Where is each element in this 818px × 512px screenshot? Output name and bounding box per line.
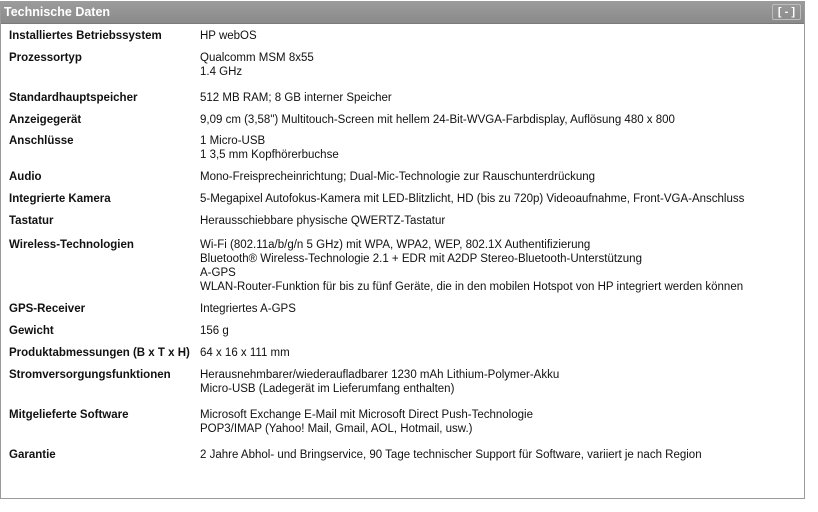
spec-label: Anzeigegerät xyxy=(9,114,82,126)
spec-value-line: 64 x 16 x 111 mm xyxy=(200,347,290,359)
spec-label: Anschlüsse xyxy=(9,135,74,147)
spec-value xyxy=(200,396,806,436)
spec-value-line: Wi-Fi (802.11a/b/g/n 5 GHz) mit WPA, WPA2, WEP, 802.1X Authentifizierung xyxy=(200,239,591,251)
spec-row xyxy=(1,436,806,462)
spec-value-line: Integriertes A-GPS xyxy=(200,303,296,315)
section-title: Technische Daten xyxy=(4,5,111,19)
spec-value-line: Micro-USB (Ladegerät im Lieferumfang enthalten) xyxy=(200,383,455,395)
spec-value xyxy=(200,127,806,162)
spec-row xyxy=(1,184,806,206)
spec-label: Stromversorgungsfunktionen xyxy=(9,369,171,381)
spec-value-line: A-GPS xyxy=(200,267,236,279)
spec-label: Wireless-Technologien xyxy=(9,239,134,251)
spec-label: Mitgelieferte Software xyxy=(9,409,129,421)
spec-value-line: HP webOS xyxy=(200,30,257,42)
spec-value-line: 1 Micro-USB xyxy=(200,135,266,147)
spec-row xyxy=(1,43,806,79)
spec-row xyxy=(1,316,806,338)
spec-value-line: Bluetooth® Wireless-Technologie 2.1 + EDR mit A2DP Stereo-Bluetooth-Unterstützung xyxy=(200,253,642,265)
spec-label: Integrierte Kamera xyxy=(9,193,111,205)
spec-value-line: Microsoft Exchange E-Mail mit Microsoft Direct Push-Technologie xyxy=(200,409,533,421)
spec-value-line: WLAN-Router-Funktion für bis zu fünf Geräte, die in den mobilen Hotspot von HP integriert werden können xyxy=(200,281,744,293)
spec-value-line: 512 MB RAM; 8 GB interner Speicher xyxy=(200,92,392,104)
spec-value xyxy=(200,360,806,396)
spec-value xyxy=(200,316,806,338)
spec-label: Installiertes Betriebssystem xyxy=(9,30,162,42)
spec-value-line: Mono-Freisprecheinrichtung; Dual-Mic-Technologie zur Rauschunterdrückung xyxy=(200,171,596,183)
spec-value xyxy=(200,338,806,360)
spec-row xyxy=(1,228,806,294)
spec-label: Tastatur xyxy=(9,215,54,227)
spec-panel xyxy=(0,1,805,499)
spec-value xyxy=(200,162,806,184)
spec-table xyxy=(1,27,806,462)
spec-label: Standardhauptspeicher xyxy=(9,92,138,104)
spec-label: Produktabmessungen (B x T x H) xyxy=(9,347,190,359)
spec-value xyxy=(200,27,806,43)
spec-value xyxy=(200,79,806,105)
spec-value-line: 1 3,5 mm Kopfhörerbuchse xyxy=(200,149,339,161)
spec-row xyxy=(1,360,806,396)
spec-label: GPS-Receiver xyxy=(9,303,86,315)
spec-label: Prozessortyp xyxy=(9,52,82,64)
collapse-toggle-button[interactable]: [ - ] xyxy=(772,4,801,20)
spec-row xyxy=(1,294,806,316)
spec-label: Gewicht xyxy=(9,325,54,337)
spec-value xyxy=(200,228,806,294)
spec-value xyxy=(200,184,806,206)
section-header xyxy=(1,1,804,24)
spec-value-line: 1.4 GHz xyxy=(200,66,243,78)
spec-label: Audio xyxy=(9,171,42,183)
spec-row xyxy=(1,338,806,360)
spec-value xyxy=(200,206,806,228)
spec-value-line: Herausschiebbare physische QWERTZ-Tastatur xyxy=(200,215,446,227)
spec-row xyxy=(1,162,806,184)
spec-value xyxy=(200,43,806,79)
spec-value xyxy=(200,294,806,316)
spec-value-line: Herausnehmbarer/wiederaufladbarer 1230 mAh Lithium-Polymer-Akku xyxy=(200,369,560,381)
spec-value-line: 5-Megapixel Autofokus-Kamera mit LED-Blitzlicht, HD (bis zu 720p) Videoaufnahme, Front-VGA-Anschluss xyxy=(200,193,745,205)
spec-value-line: POP3/IMAP (Yahoo! Mail, Gmail, AOL, Hotmail, usw.) xyxy=(200,423,473,435)
spec-value-line: 9,09 cm (3,58") Multitouch-Screen mit hellem 24-Bit-WVGA-Farbdisplay, Auflösung 480 x 800 xyxy=(200,114,675,126)
spec-row xyxy=(1,396,806,436)
spec-row xyxy=(1,79,806,105)
spec-value xyxy=(200,436,806,462)
spec-value-line: 2 Jahre Abhol- und Bringservice, 90 Tage technischer Support für Software, variiert je nach Region xyxy=(200,449,702,461)
spec-label: Garantie xyxy=(9,449,56,461)
spec-row xyxy=(1,27,806,43)
spec-row xyxy=(1,206,806,228)
spec-value xyxy=(200,105,806,127)
spec-value-line: 156 g xyxy=(200,325,229,337)
spec-value-line: Qualcomm MSM 8x55 xyxy=(200,52,314,64)
spec-row xyxy=(1,127,806,162)
spec-row xyxy=(1,105,806,127)
